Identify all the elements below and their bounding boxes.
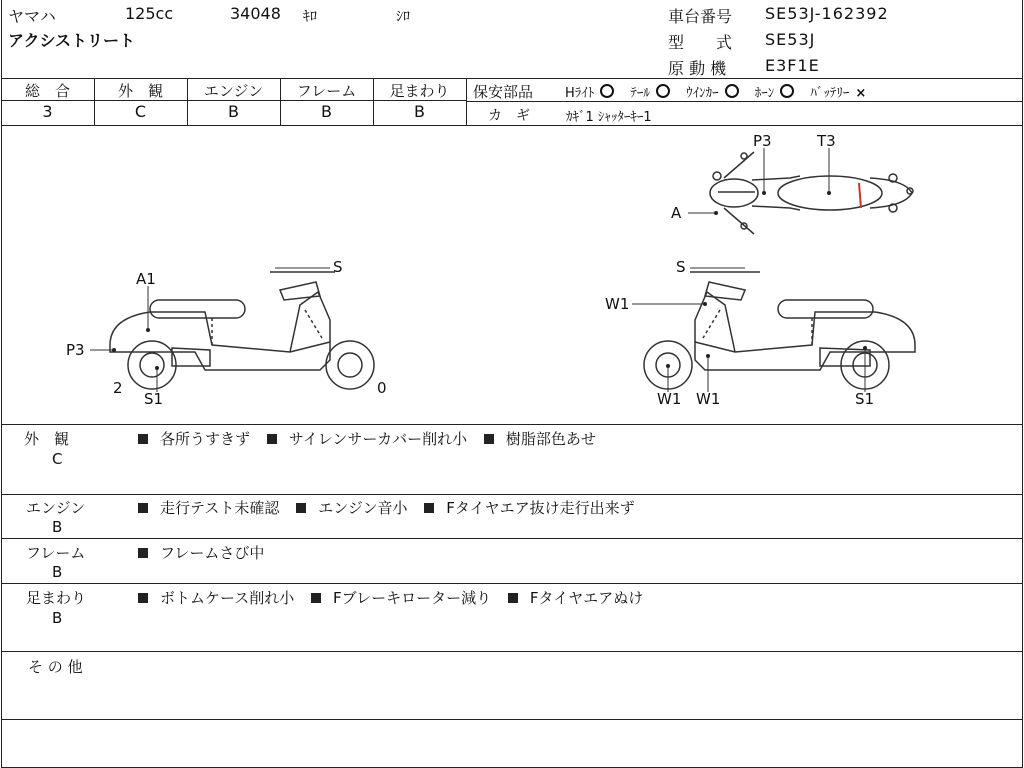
grade-label-overall: 総 合 [24,82,70,100]
safety-item-name: ｳｲﾝｶｰ [686,86,719,101]
ok-circle-icon [780,84,794,98]
diagram-label: A1 [136,270,156,288]
damage-mark [859,183,861,208]
frame-no: SE53J-162392 [765,4,889,23]
diagram-label: W1 [605,295,630,313]
grade-label-suspension: 足まわり [389,82,450,100]
bullet-square-icon [508,593,518,603]
displacement: 125cc [125,4,174,23]
grade-label-frame: フレーム [296,82,357,100]
key-value: ｶｷﾞ1 ｼｬｯﾀｰｷｰ1 [566,110,652,125]
rule [1,538,1023,539]
key-label: カ ギ [488,108,530,124]
bullet-square-icon [138,434,148,444]
ok-circle-icon [725,84,739,98]
grade-value-frame: B [321,102,332,121]
maker: ヤマハ [8,7,56,26]
diagram-label: A [671,204,682,222]
diagram-label: 2 [113,379,123,397]
engine-model: E3F1E [765,56,820,75]
rule [1,651,1023,652]
safety-item-name: ﾎｰﾝ [754,86,775,101]
safety-item [630,82,670,101]
ok-circle-icon [600,84,614,98]
grade-label-engine: エンジン [203,82,264,100]
remark-items [138,497,635,518]
safety-item [755,82,795,101]
model-type-label: 型 式 [668,33,733,52]
leader-lines [90,148,865,392]
remark-label: 足まわり [26,589,87,607]
rule [1,424,1023,425]
mileage: 34048 [230,4,281,23]
bullet-square-icon [138,503,148,513]
remark-item: 樹脂部色あせ [505,430,596,448]
safety-item-name: ﾊﾞｯﾃﾘｰ [810,86,850,101]
frame-no-label: 車台番号 [668,7,733,26]
bullet-square-icon [138,593,148,603]
remark-label: エンジン [26,499,86,517]
grade-value-suspension: B [414,102,425,121]
remark-label: フレーム [26,544,86,562]
top-view-scooter [710,152,913,234]
remark-item: 各所うすきず [160,430,251,448]
bullet-square-icon [424,503,434,513]
remark-item: エンジン音小 [318,499,408,517]
diagram-label: P3 [66,341,85,359]
bullet-square-icon [296,503,306,513]
remark-item: Fタイヤエアぬけ [529,589,644,607]
grade-value-overall: 3 [42,102,53,121]
safety-item-name: ﾃｰﾙ [630,86,650,101]
ng-cross-icon: × [855,86,867,101]
remark-item: Fタイヤエア抜け走行出来ず [446,499,635,517]
grade-value-exterior: C [134,102,147,121]
diagram-label: W1 [696,390,721,408]
remark-grade: B [52,609,63,627]
diagram-label: T3 [817,132,836,150]
remark-grade: C [52,450,63,468]
remark-item: Fブレーキローター減り [333,589,492,607]
diagram-label: S1 [144,390,164,408]
mileage-unit: ｷﾛ [303,9,317,25]
model-name: アクシストリート [8,31,136,50]
rule [466,78,467,125]
bullet-square-icon [138,548,148,558]
rule [1,494,1023,495]
diagram-label: S [333,258,343,276]
remark-items [138,587,643,608]
diagram-label: 0 [377,379,387,397]
grade-label-exterior: 外 観 [117,82,163,100]
safety-item [810,82,866,101]
rule [1,583,1023,584]
remark-item: 走行テスト未確認 [160,499,280,517]
bullet-square-icon [267,434,277,444]
bullet-square-icon [311,593,321,603]
grade-value-engine: B [228,102,239,121]
remark-label: 外 観 [24,430,70,448]
remark-items [138,428,596,449]
right-side-scooter [644,272,915,389]
ok-circle-icon [656,84,670,98]
remark-item: ボトムケース削れ小 [160,589,295,607]
remark-item: サイレンサーカバー削れ小 [288,430,468,448]
bullet-square-icon [484,434,494,444]
safety-item [565,82,614,101]
rule [1,78,1023,79]
diagram-label: P3 [753,132,772,150]
safety-items [565,82,866,101]
diagram-label: W1 [657,390,682,408]
safety-label: 保安部品 [473,83,534,101]
remark-items [138,542,264,563]
diagram-label: S [676,258,686,276]
safety-item [686,82,739,101]
remark-label: そ の 他 [28,658,83,676]
model-type: SE53J [765,30,816,49]
damage-dots [112,191,867,370]
safety-item-name: Hﾗｲﾄ [565,86,595,101]
remark-grade: B [52,563,63,581]
rule [467,101,1023,102]
diagram-label: S1 [855,390,875,408]
remark-item: フレームさび中 [160,544,265,562]
rule [1,719,1023,720]
engine-label: 原 動 機 [668,59,727,78]
color: ｼﾛ [396,9,410,25]
remark-grade: B [52,518,63,536]
